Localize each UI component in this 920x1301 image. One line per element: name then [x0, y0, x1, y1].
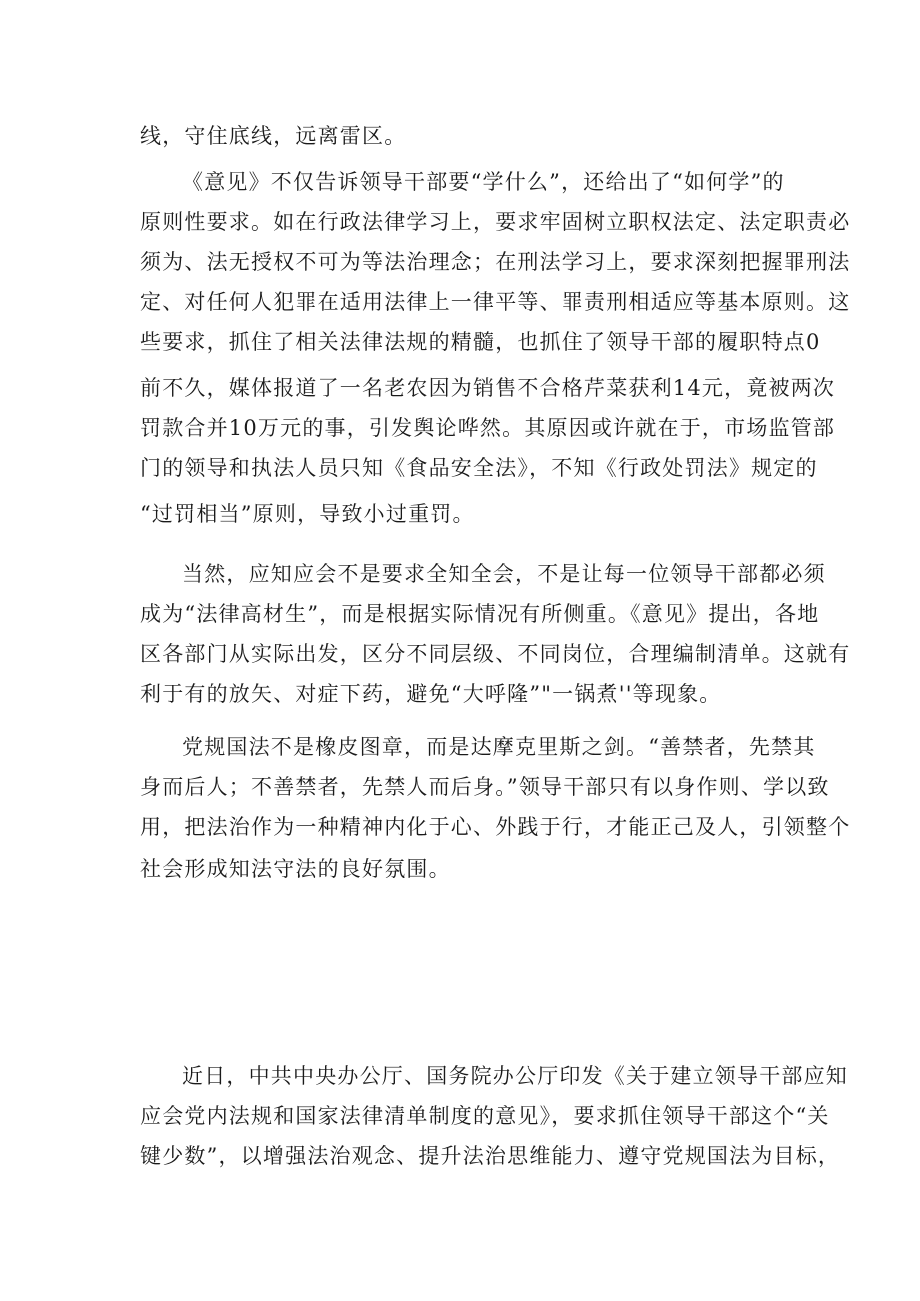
paragraph-line: 须为、法无授权不可为等法治理念；在刑法学习上，要求深刻把握罪刑法	[140, 250, 851, 274]
paragraph-line: 些要求，抓住了相关法律法规的精髓，也抓住了领导干部的履职特点0	[140, 330, 821, 354]
paragraph-line: 成为“法律高材生”，而是根据实际情况有所侧重。《意见》提出，各地	[140, 602, 820, 626]
paragraph-line: 《意见》不仅告诉领导干部要“学什么”，还给出了“如何学”的	[182, 170, 785, 194]
paragraph-line: 社会形成知法守法的良好氛围。	[140, 857, 451, 881]
paragraph-line: 罚款合并10万元的事，引发舆论哗然。其原因或许就在于，市场监管部	[140, 416, 836, 440]
paragraph-line: 定、对任何人犯罪在适用法律上一律平等、罪责刑相适应等基本原则。这	[140, 290, 851, 314]
paragraph-line: 线，守住底线，远离雷区。	[140, 124, 407, 148]
paragraph-line: 身而后人；不善禁者，先禁人而后身。”领导干部只有以身作则、学以致	[140, 775, 830, 799]
paragraph-line: 应会党内法规和国家法律清单制度的意见》，要求抓住领导干部这个“关	[140, 1104, 830, 1128]
paragraph-line: 党规国法不是橡皮图章，而是达摩克里斯之剑。“善禁者，先禁其	[182, 735, 816, 759]
paragraph-line: 近日，中共中央办公厅、国务院办公厅印发《关于建立领导干部应知	[182, 1064, 848, 1088]
paragraph-line: 利于有的放矢、对症下药，避免“大呼隆”"一锅煮''等现象。	[140, 682, 722, 706]
paragraph-line: “过罚相当”原则，导致小过重罚。	[140, 502, 475, 526]
paragraph-line: 区各部门从实际出发，区分不同层级、不同岗位，合理编制清单。这就有	[140, 642, 851, 666]
paragraph-line: 前不久，媒体报道了一名老农因为销售不合格芹菜获利14元，竟被两次	[140, 376, 836, 400]
paragraph-line: 原则性要求。如在行政法律学习上，要求牢固树立职权法定、法定职责必	[140, 210, 851, 234]
paragraph-line: 当然，应知应会不是要求全知全会，不是让每一位领导干部都必须	[182, 562, 826, 586]
paragraph-line: 键少数”，以增强法治观念、提升法治思维能力、遵守党规国法为目标，	[140, 1144, 841, 1168]
paragraph-line: 用，把法治作为一种精神内化于心、外践于行，才能正己及人，引领整个	[140, 815, 851, 839]
paragraph-line: 门的领导和执法人员只知《食品安全法》，不知《行政处罚法》规定的	[140, 456, 818, 480]
